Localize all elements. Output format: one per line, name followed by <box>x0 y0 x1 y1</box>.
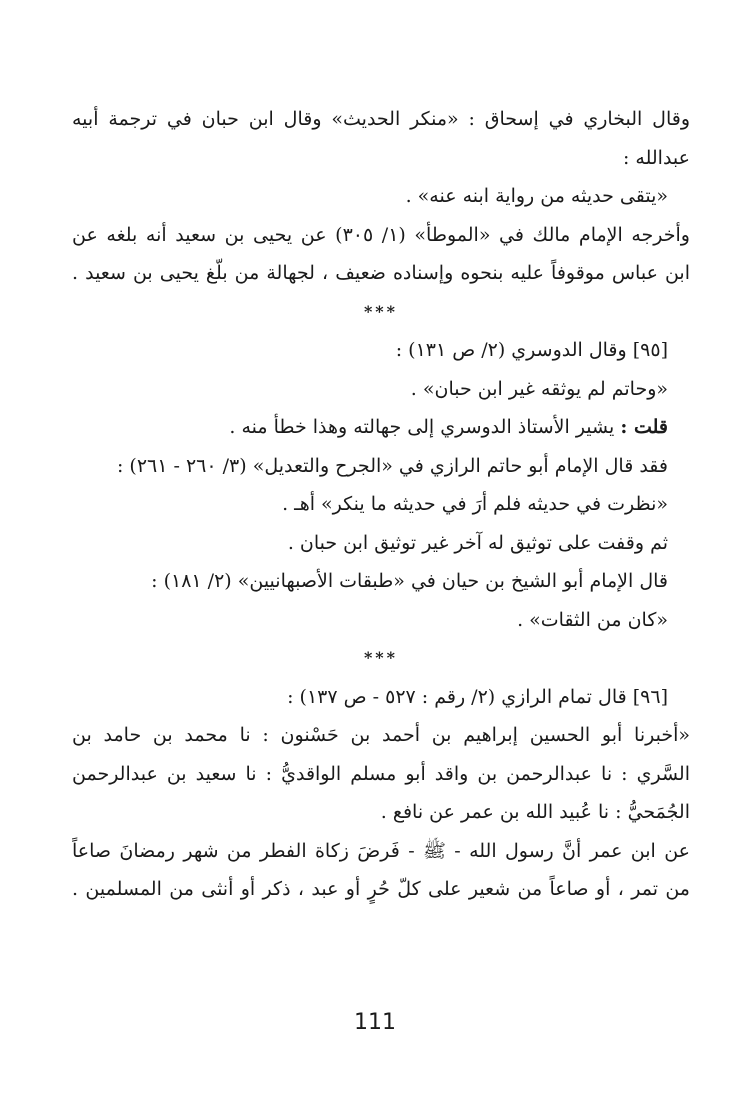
quote-line-11: «نظرت في حديثه فلم أرَ في حديثه ما ينكر» أهـ . <box>282 493 668 515</box>
qultu-text: يشير الأستاذ الدوسري إلى جهالته وهذا خطأ منه . <box>229 416 621 438</box>
page-number: 111 <box>354 1010 396 1035</box>
text-line-17: «أخبرنا أبو الحسين إبراهيم بن أحمد بن حَسْنون : نا محمد بن حامد بن <box>72 724 690 746</box>
text-line-5: ابن عباس موقوفاً عليه بنحوه وإسناده ضعيف ، لجهالة من بلّغ يحيى بن سعيد . <box>72 262 690 284</box>
section-separator-2: *** <box>363 648 399 667</box>
quote-line-3: «يتقى حديثه من رواية ابنه عنه» . <box>405 185 668 207</box>
entry-heading-95: [٩٥] وقال الدوسري (٢/ ص ١٣١) : <box>395 339 668 361</box>
text-line-12: ثم وقفت على توثيق له آخر غير توثيق ابن حبان . <box>287 531 668 554</box>
text-line-21: من تمر ، أو صاعاً من شعير على كلّ حُرٍ أو عبد ، ذكر أو أنثى من المسلمين . <box>72 878 690 900</box>
quote-line-8: «وحاتم لم يوثقه غير ابن حبان» . <box>410 377 668 400</box>
entry-heading-96: [٩٦] قال تمام الرازي (٢/ رقم : ٥٢٧ - ص ١٣٧) : <box>287 685 668 708</box>
quote-line-14: «كان من الثقات» . <box>517 608 668 631</box>
text-line-10: فقد قال الإمام أبو حاتم الرازي في «الجرح والتعديل» (٣/ ٢٦٠ - ٢٦١) : <box>116 454 668 477</box>
text-line-4: وأخرجه الإمام مالك في «الموطأ» (١/ ٣٠٥) عن يحيى بن سعيد أنه بلغه عن <box>72 223 690 246</box>
text-line-13: قال الإمام أبو الشيخ بن حيان في «طبقات الأصبهانيين» (٢/ ١٨١) : <box>151 570 668 592</box>
text-line-1: وقال البخاري في إسحاق : «منكر الحديث» وقال ابن حبان في ترجمة أبيه <box>72 108 690 130</box>
text-line-20: عن ابن عمر أنَّ رسول الله - ﷺ - فَرضَ زكاة الفطر من شهر رمضانَ صاعاً <box>72 839 690 862</box>
text-line-18: السَّري : نا عبدالرحمن بن واقد أبو مسلم الواقديُّ : نا سعيد بن عبدالرحمن <box>72 762 690 785</box>
page-body <box>72 100 690 909</box>
section-separator-1: *** <box>363 301 399 321</box>
text-line-19: الجُمَحيُّ : نا عُبيد الله بن عمر عن نافع . <box>380 801 690 823</box>
text-line-9 <box>72 408 690 447</box>
text-line-2: عبدالله : <box>622 146 690 169</box>
qultu-label: قلت : <box>620 416 668 438</box>
